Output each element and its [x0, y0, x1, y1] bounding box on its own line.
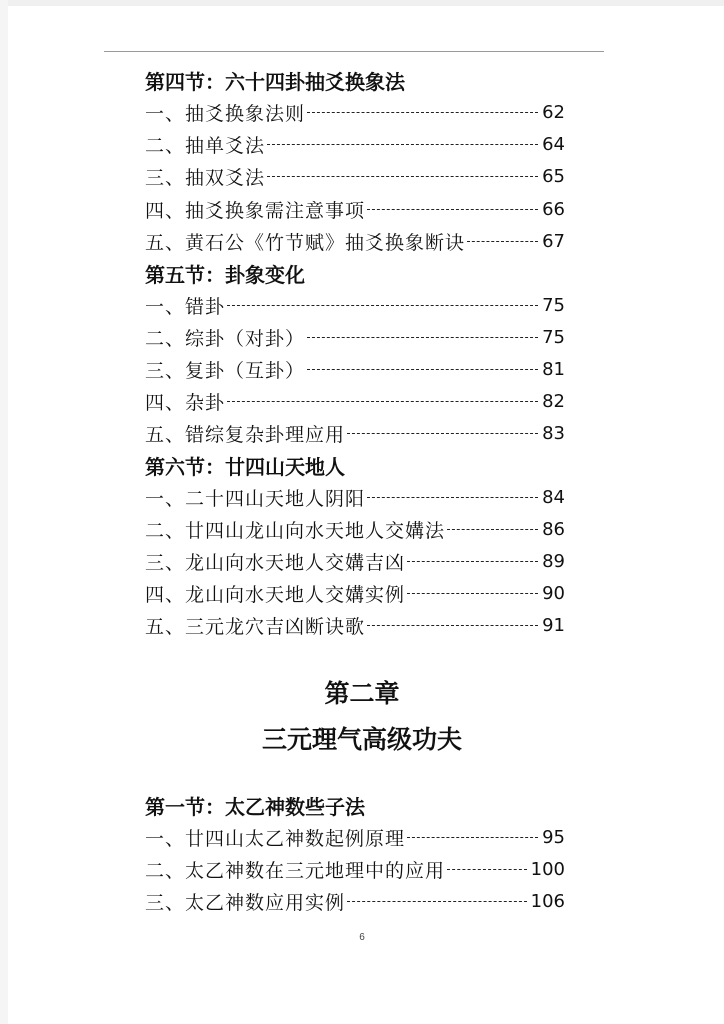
- dash-leader: [447, 529, 538, 530]
- toc-entry-title: 五、三元龙穴吉凶断诀歌: [145, 615, 366, 638]
- toc-entry[interactable]: [145, 194, 565, 224]
- section-heading: 第四节：六十四卦抽爻换象法: [145, 69, 405, 94]
- toc-entry-page: 75: [542, 294, 565, 316]
- toc-entry-title: 四、抽爻换象需注意事项: [145, 199, 366, 222]
- toc-entry-page: 89: [542, 550, 565, 572]
- section-heading: 第一节：太乙神数些子法: [145, 794, 365, 819]
- toc-entry-title: 三、太乙神数应用实例: [145, 891, 346, 914]
- toc-entry-title: 三、抽双爻法: [145, 166, 266, 189]
- toc-entry[interactable]: [145, 129, 565, 159]
- toc-entry[interactable]: [145, 546, 565, 576]
- toc-entry-page: 67: [542, 230, 565, 252]
- toc-entry-page: 100: [530, 858, 565, 880]
- toc-entry-page: 66: [542, 198, 565, 220]
- toc-entry[interactable]: [145, 161, 565, 191]
- toc-entry-title: 四、杂卦: [145, 391, 226, 414]
- toc-entry-title: 二、综卦（对卦）: [145, 327, 306, 350]
- toc-entry[interactable]: [145, 822, 565, 852]
- dash-leader: [307, 337, 538, 338]
- toc-entry[interactable]: [145, 886, 565, 916]
- dash-leader: [307, 112, 538, 113]
- toc-entry-title: 二、太乙神数在三元地理中的应用: [145, 859, 446, 882]
- toc-entry-page: 91: [542, 614, 565, 636]
- toc-entry-page: 81: [542, 358, 565, 380]
- toc-entry-title: 一、廿四山太乙神数起例原理: [145, 827, 406, 850]
- toc-entry-title: 一、错卦: [145, 295, 226, 318]
- toc-entry[interactable]: [145, 578, 565, 608]
- dash-leader: [407, 593, 538, 594]
- toc-entry[interactable]: [145, 482, 565, 512]
- toc-entry[interactable]: [145, 97, 565, 127]
- dash-leader: [307, 369, 538, 370]
- toc-entry[interactable]: [145, 226, 565, 256]
- dash-leader: [407, 561, 538, 562]
- toc-entry-page: 64: [542, 133, 565, 155]
- dash-leader: [467, 241, 538, 242]
- toc-entry-title: 三、龙山向水天地人交媾吉凶: [145, 551, 406, 574]
- section-heading: 第六节：廿四山天地人: [145, 454, 345, 479]
- toc-entry[interactable]: [145, 854, 565, 884]
- toc-entry-page: 62: [542, 101, 565, 123]
- toc-entry-page: 75: [542, 326, 565, 348]
- toc-entry-title: 五、错综复杂卦理应用: [145, 423, 346, 446]
- dash-leader: [227, 305, 538, 306]
- page-number: 6: [359, 932, 365, 943]
- toc-entry-title: 一、二十四山天地人阴阳: [145, 487, 366, 510]
- dash-leader: [267, 176, 538, 177]
- dash-leader: [347, 901, 527, 902]
- dash-leader: [347, 433, 538, 434]
- toc-entry[interactable]: [145, 610, 565, 640]
- dash-leader: [227, 401, 538, 402]
- toc-entry[interactable]: [145, 322, 565, 352]
- toc-entry-page: 95: [542, 826, 565, 848]
- chapter-title: 三元理气高级功夫: [261, 725, 462, 754]
- toc-entry[interactable]: [145, 354, 565, 384]
- dash-leader: [447, 869, 527, 870]
- toc-entry-title: 四、龙山向水天地人交媾实例: [145, 583, 406, 606]
- toc-entry-page: 106: [530, 890, 565, 912]
- toc-entry-title: 二、抽单爻法: [145, 134, 266, 157]
- dash-leader: [367, 209, 538, 210]
- toc-entry-title: 五、黄石公《竹节赋》抽爻换象断诀: [145, 231, 466, 254]
- dash-leader: [367, 497, 538, 498]
- dash-leader: [367, 625, 538, 626]
- toc-entry-title: 二、廿四山龙山向水天地人交媾法: [145, 519, 446, 542]
- toc-entry-page: 84: [542, 486, 565, 508]
- toc-entry[interactable]: [145, 386, 565, 416]
- toc-entry-title: 一、抽爻换象法则: [145, 102, 306, 125]
- toc-entry[interactable]: [145, 418, 565, 448]
- toc-entry-page: 83: [542, 422, 565, 444]
- chapter-number: 第二章: [324, 679, 400, 708]
- dash-leader: [267, 144, 538, 145]
- toc-entry-page: 65: [542, 165, 565, 187]
- section-heading: 第五节：卦象变化: [145, 262, 305, 287]
- dash-leader: [407, 837, 538, 838]
- toc-entry-title: 三、复卦（互卦）: [145, 359, 306, 382]
- toc-entry-page: 82: [542, 390, 565, 412]
- toc-entry-page: 86: [542, 518, 565, 540]
- toc-entry[interactable]: [145, 514, 565, 544]
- toc-entry-page: 90: [542, 582, 565, 604]
- toc-entry[interactable]: [145, 290, 565, 320]
